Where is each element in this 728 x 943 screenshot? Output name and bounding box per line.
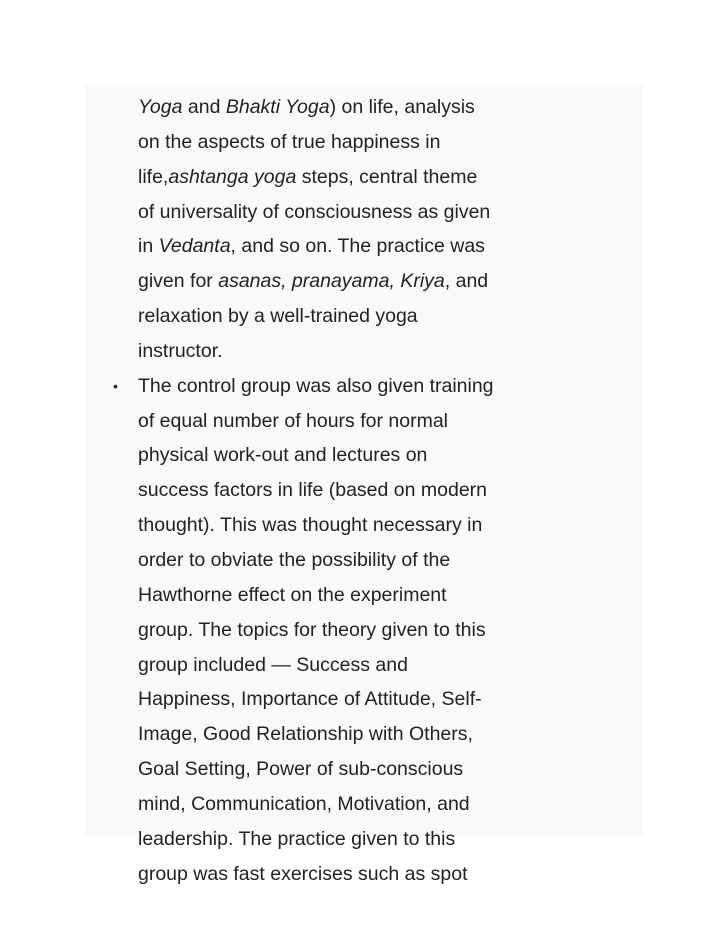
- text-run: relaxation by a well-trained yoga: [138, 305, 418, 328]
- text-run: ) on life, analysis: [329, 96, 475, 118]
- text-line: physical work-out and lectures on: [138, 444, 428, 467]
- bullet-text: [138, 369, 558, 892]
- text-run: in: [138, 235, 159, 258]
- bullet-marker: •: [113, 377, 118, 394]
- bullet-list-item: [113, 369, 558, 892]
- text-line: group. The topics for theory given to this: [138, 618, 486, 641]
- text-line: [138, 160, 558, 195]
- text-run: of universality of consciousness as given: [138, 200, 491, 223]
- text-line: Hawthorne effect on the experiment: [138, 583, 447, 606]
- text-run: and: [182, 96, 226, 118]
- body-text: [113, 90, 558, 891]
- text-run: on the aspects of true happiness in: [138, 130, 441, 153]
- text-run: steps, central theme: [296, 165, 478, 188]
- text-line: [138, 90, 558, 125]
- italic-run: ashtanga yoga: [168, 165, 297, 188]
- text-run: life,: [138, 165, 169, 188]
- text-line: of equal number of hours for normal: [138, 409, 449, 432]
- text-line: order to obviate the possibility of the: [138, 548, 451, 571]
- italic-run: Vedanta: [158, 235, 231, 258]
- italic-run: Yoga: [138, 96, 183, 118]
- text-line: mind, Communication, Motivation, and: [138, 792, 470, 815]
- text-line: [138, 125, 558, 160]
- italic-run: Bhakti Yoga: [225, 96, 330, 118]
- text-run: , and: [444, 270, 489, 293]
- text-line: The control group was also given training: [138, 374, 494, 397]
- text-line: Image, Good Relationship with Others,: [138, 723, 473, 746]
- text-line: group was fast exercises such as spot: [138, 862, 468, 885]
- text-line: success factors in life (based on modern: [138, 479, 488, 502]
- text-run: , and so on. The practice was: [230, 235, 485, 258]
- italic-run: asanas, pranayama, Kriya: [218, 270, 445, 293]
- intro-paragraph: [138, 90, 558, 369]
- text-line: [138, 195, 558, 230]
- text-line: [138, 229, 558, 264]
- text-line: leadership. The practice given to this: [138, 827, 456, 850]
- text-line: [138, 264, 558, 299]
- text-run: given for: [138, 270, 219, 293]
- text-run: instructor.: [138, 339, 223, 362]
- text-line: [138, 334, 558, 369]
- text-line: [138, 299, 558, 334]
- text-line: Happiness, Importance of Attitude, Self-: [138, 688, 482, 711]
- text-line: thought). This was thought necessary in: [138, 514, 483, 537]
- text-line: group included — Success and: [138, 653, 408, 676]
- text-line: Goal Setting, Power of sub-conscious: [138, 758, 464, 781]
